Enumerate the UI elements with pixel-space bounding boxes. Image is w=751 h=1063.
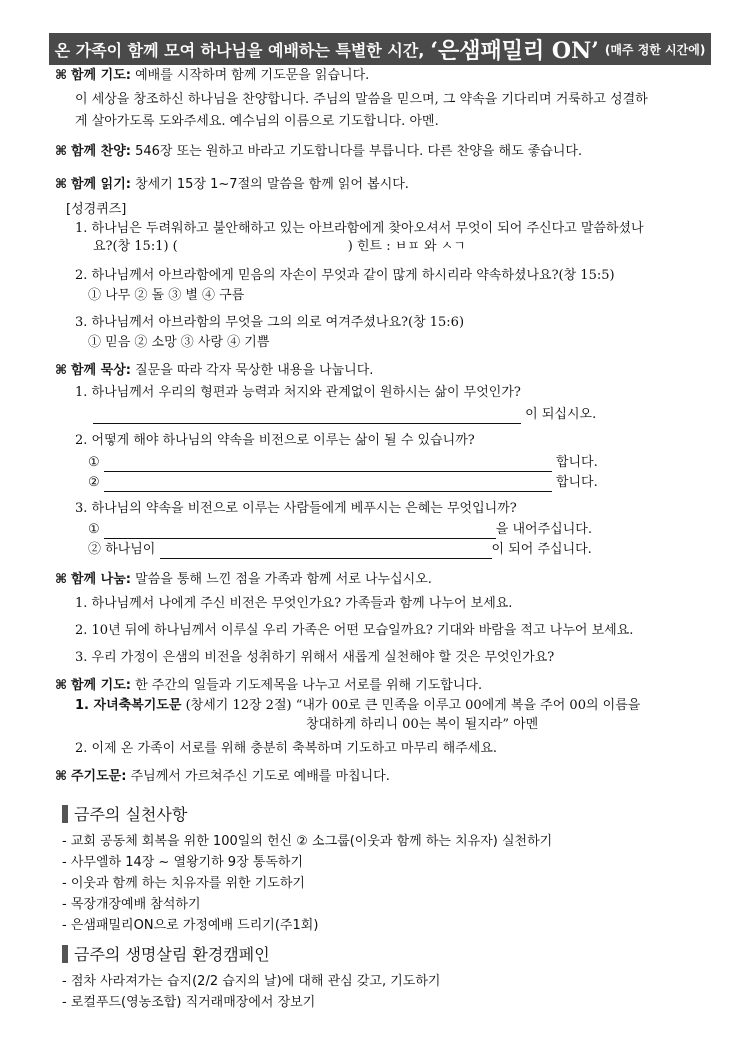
command-icon: ⌘: [55, 144, 68, 159]
practice-item: - 이웃과 함께 하는 치유자를 위한 기도하기: [62, 876, 305, 891]
banner-sub: (매주 정한 시간에): [604, 42, 706, 57]
quiz-label: [성경퀴즈]: [66, 202, 127, 217]
answer-blank[interactable]: [104, 524, 496, 539]
sharing-heading: ⌘ 함께 나눔: 말씀을 통해 느낀 점을 가족과 함께 서로 나누십시오.: [55, 572, 432, 587]
quiz-q2: 2. 하나님께서 아브라함에게 믿음의 자손이 무엇과 같이 많게 하시리라 약속하셨나요?(창 15:5): [75, 268, 615, 283]
title-banner: [49, 33, 711, 65]
command-icon: ⌘: [55, 363, 68, 378]
banner-title: ‘은샘패밀리 ON’: [430, 37, 599, 64]
prayer1-body-2: 게 살아가도록 도와주세요. 예수님의 이름으로 기도합니다. 아멘.: [75, 114, 439, 129]
quiz-q2-options: ① 나무 ② 돌 ③ 별 ④ 구름: [88, 288, 245, 303]
reading-heading: ⌘ 함께 읽기: 창세기 15장 1~7절의 말씀을 함께 읽어 봅시다.: [55, 177, 409, 192]
quiz-q3-options: ① 믿음 ② 소망 ③ 사랑 ④ 기쁨: [88, 335, 270, 350]
meditation-q3: 3. 하나님의 약속을 비전으로 이루는 사람들에게 베푸시는 은혜는 무엇입니까?: [75, 501, 517, 516]
sharing-q1: 1. 하나님께서 나에게 주신 비전은 무엇인가요? 가족들과 함께 나누어 보세요.: [75, 596, 513, 611]
command-icon: ⌘: [55, 678, 68, 693]
meditation-q2-answer-1: ① 합니다.: [88, 455, 598, 470]
quiz-q3: 3. 하나님께서 아브라함의 무엇을 그의 의로 여겨주셨나요?(창 15:6): [75, 315, 465, 330]
prayer2-item2: 2. 이제 온 가족이 서로를 위해 충분히 축복하며 기도하고 마무리 해주세요.: [75, 741, 498, 756]
banner-main: 온 가족이 함께 모여 하나님을 예배하는 특별한 시간,: [54, 40, 425, 60]
prayer2-item1-cont: 창대하게 하리니 00는 복이 될지라” 아멘: [306, 717, 539, 732]
quiz-q1: 1. 하나님은 두려워하고 불안해하고 있는 아브라함에게 찾아오셔서 무엇이 되어 주신다고 말씀하셨나: [75, 221, 644, 236]
command-icon: ⌘: [55, 177, 68, 192]
practice-section-title: 금주의 실천사항: [62, 802, 187, 825]
prayer2-heading: ⌘ 함께 기도: 한 주간의 일들과 기도제목을 나누고 서로를 위해 기도합니다.: [55, 678, 483, 693]
prayer1-heading: ⌘ 함께 기도: 예배를 시작하며 함께 기도문을 읽습니다.: [55, 68, 370, 83]
command-icon: ⌘: [55, 769, 68, 784]
meditation-heading: ⌘ 함께 묵상: 질문을 따라 각자 묵상한 내용을 나눕니다.: [55, 363, 374, 378]
practice-item: - 사무엘하 14장 ~ 열왕기하 9장 통독하기: [62, 855, 304, 870]
practice-item: - 교회 공동체 회복을 위한 100일의 헌신 ② 소그룹(이웃과 함께 하는 치유자) 실천하기: [62, 834, 553, 849]
prayer1-body-1: 이 세상을 창조하신 하나님을 찬양합니다. 주님의 말씀을 믿으며, 그 약속을 기다리며 거룩하고 성결하: [75, 92, 648, 107]
sharing-q2: 2. 10년 뒤에 하나님께서 이루실 우리 가족은 어떤 모습일까요? 기대와 바람을 적고 나누어 보세요.: [75, 623, 634, 638]
meditation-q1: 1. 하나님께서 우리의 형편과 능력과 처지와 관계없이 원하시는 삶이 무엇인가?: [75, 385, 521, 400]
campaign-item: - 점차 사라져가는 습지(2/2 습지의 날)에 대해 관심 갖고, 기도하기: [62, 974, 441, 989]
section-bar-icon: [62, 945, 68, 963]
praise-heading: ⌘ 함께 찬양: 546장 또는 원하고 바라고 기도합니다를 부릅니다. 다른 찬양을 해도 좋습니다.: [55, 144, 583, 159]
practice-item: - 목장개장예배 참석하기: [62, 897, 201, 912]
answer-blank[interactable]: [104, 477, 552, 492]
meditation-q3-answer-1: ① 을 내어주십니다.: [88, 522, 592, 537]
answer-blank[interactable]: [104, 457, 552, 472]
practice-item: - 은샘패밀리ON으로 가정예배 드리기(주1회): [62, 918, 319, 933]
meditation-q2: 2. 어떻게 해야 하나님의 약속을 비전으로 이루는 삶이 될 수 있습니까?: [75, 433, 475, 448]
prayer2-item1: 1. 자녀축복기도문 (창세기 12장 2절) “내가 00로 큰 민족을 이루고 00에게 복을 주어 00의 이름을: [75, 698, 641, 713]
meditation-q2-answer-2: ② 합니다.: [88, 475, 598, 490]
command-icon: ⌘: [55, 572, 68, 587]
quiz-q1-answer-line: 요?(창 15:1) ( ) 힌트 : ㅂㅍ 와 ㅅㄱ: [93, 239, 466, 254]
answer-blank[interactable]: [160, 544, 492, 559]
meditation-q3-answer-2: ② 하나님이 이 되어 주십니다.: [88, 542, 592, 557]
campaign-section-title: 금주의 생명살림 환경캠페인: [62, 942, 270, 965]
section-bar-icon: [62, 805, 68, 823]
answer-blank[interactable]: [93, 409, 521, 424]
command-icon: ⌘: [55, 68, 68, 83]
meditation-q1-answer: 이 되십시오.: [93, 406, 596, 424]
campaign-item: - 로컬푸드(영농조합) 직거래매장에서 장보기: [62, 995, 316, 1010]
sharing-q3: 3. 우리 가정이 은샘의 비전을 성취하기 위해서 새롭게 실천해야 할 것은 무엇인가요?: [75, 650, 555, 665]
lordsprayer-heading: ⌘ 주기도문: 주님께서 가르쳐주신 기도로 예배를 마칩니다.: [55, 769, 390, 784]
